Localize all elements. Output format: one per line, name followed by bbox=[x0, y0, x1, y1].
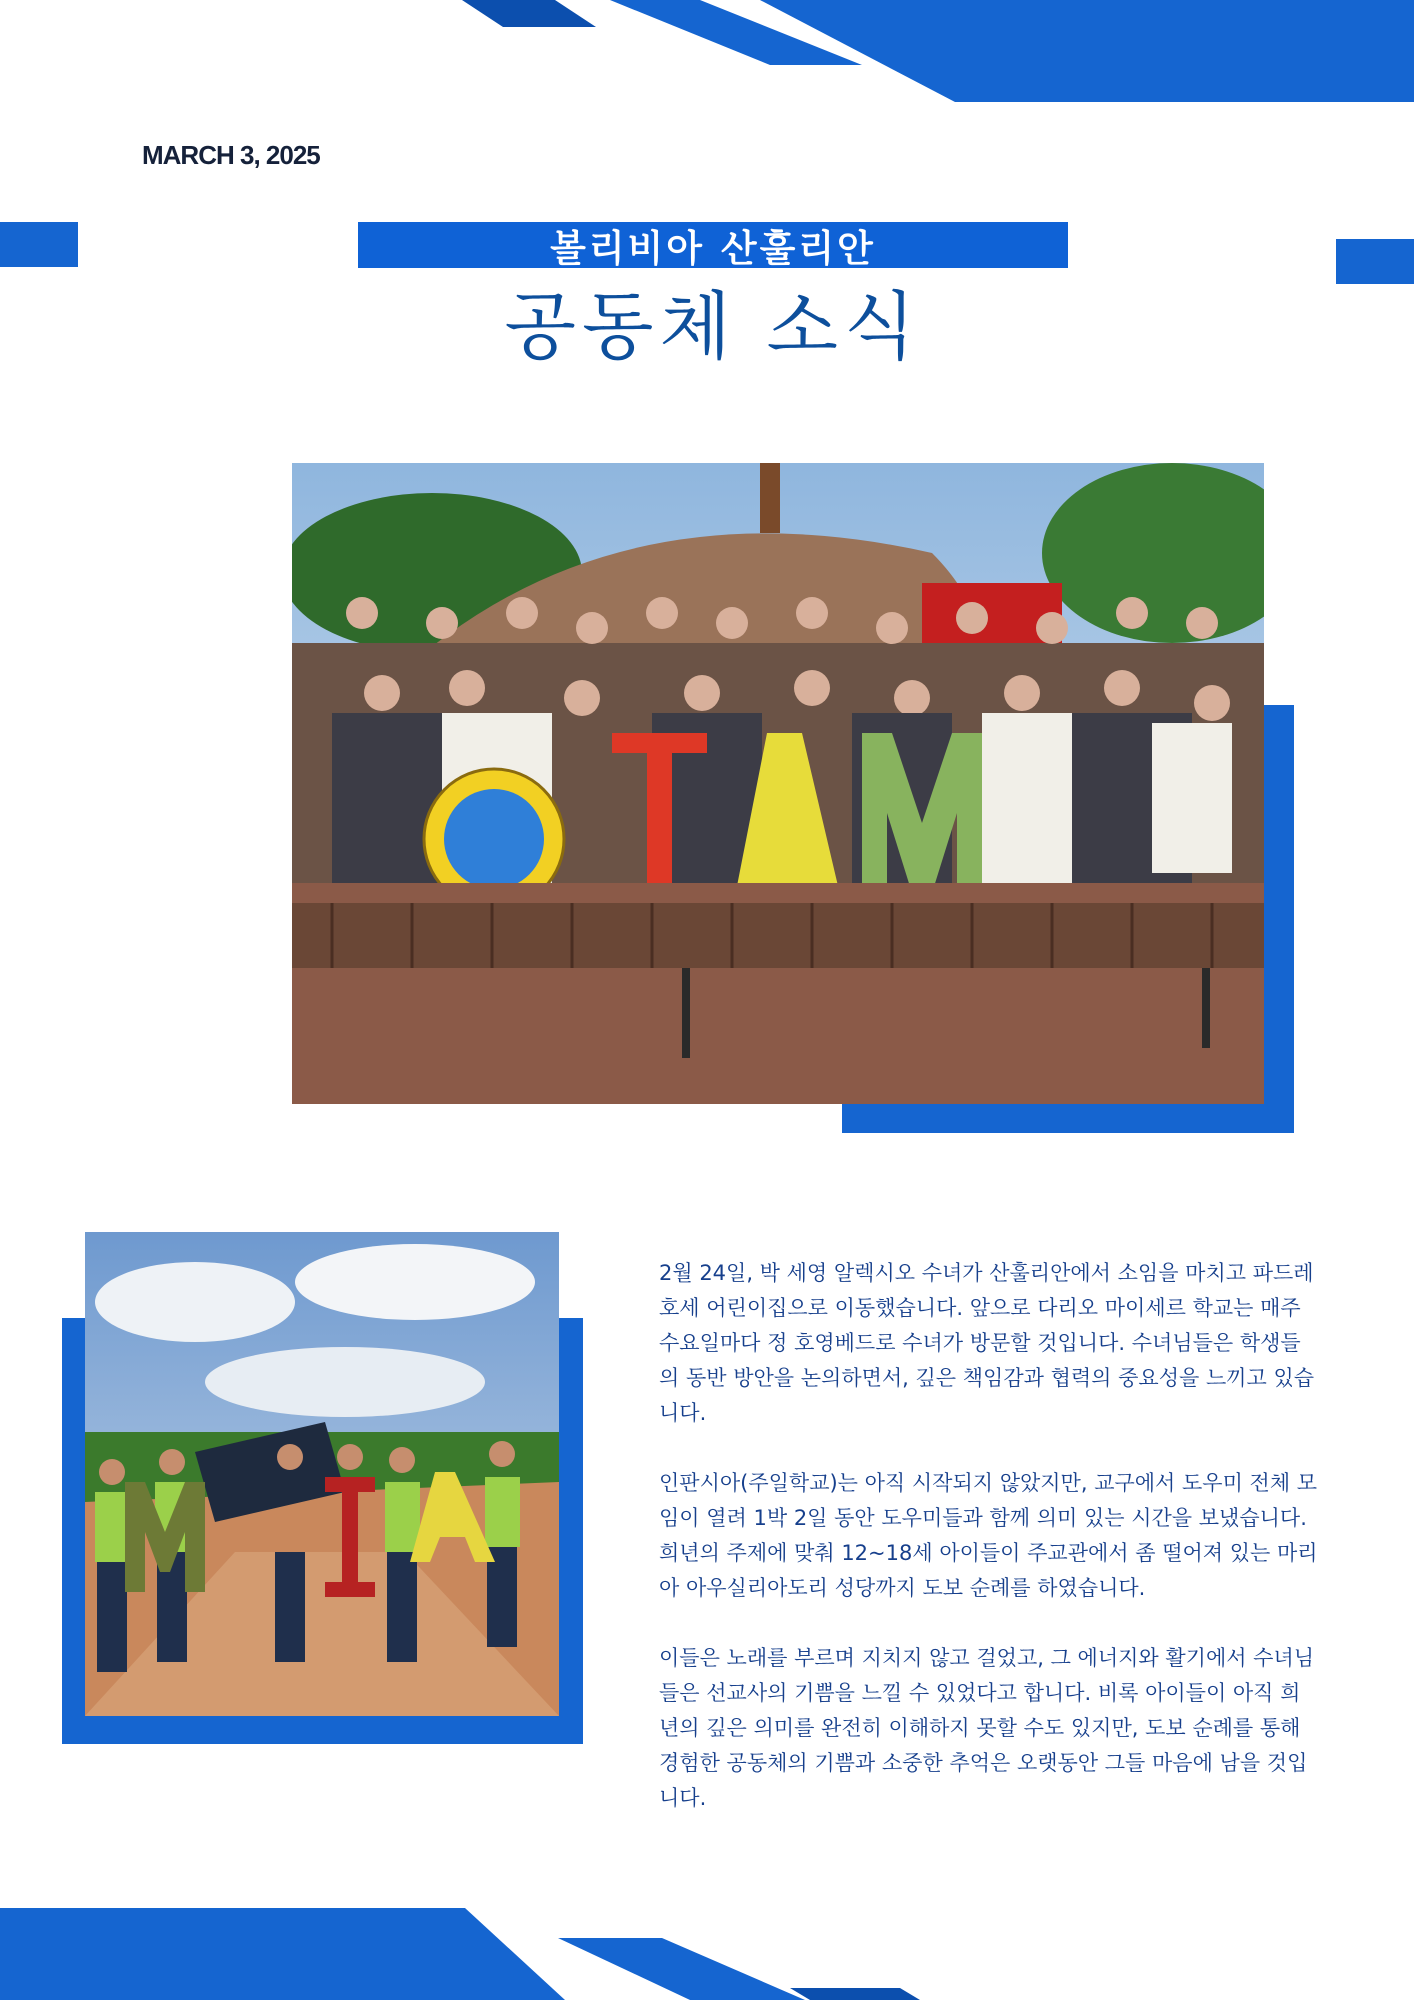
bottom-decoration bbox=[0, 1908, 1414, 2000]
group-photo bbox=[292, 463, 1264, 1104]
page-subtitle: 볼리비아 산훌리안 bbox=[550, 227, 876, 270]
right-accent-bar bbox=[1336, 239, 1414, 284]
article-paragraph: 인판시아(주일학교)는 아직 시작되지 않았지만, 교구에서 도우미 전체 모임이 열려 1박 2일 동안 도우미들과 함께 의미 있는 시간을 보냈습니다. 희년의 주제에 맞춰 12~18세 아이들이 주교관에서 좀 떨어져 있는 마리아 아우실리아도리 성당까지 도보 순례를 하였습니다. bbox=[659, 1471, 1318, 1600]
walk-photo bbox=[85, 1232, 559, 1716]
page-title: 공동체 소식 bbox=[504, 284, 922, 370]
article-body bbox=[659, 1256, 1319, 1851]
top-decoration bbox=[0, 0, 1414, 110]
issue-date: MARCH 3, 2025 bbox=[142, 140, 320, 170]
article-paragraph: 2월 24일, 박 세영 알렉시오 수녀가 산훌리안에서 소임을 마치고 파드레호세 어린이집으로 이동했습니다. 앞으로 다리오 마이세르 학교는 매주 수요일마다 정 호영베드로 수녀가 방문할 것입니다. 수녀님들은 학생들의 동반 방안을 논의하면서, 깊은 책임감과 협력의 중요성을 느끼고 있습니다. bbox=[659, 1261, 1315, 1425]
left-accent-bar bbox=[0, 222, 78, 267]
article-paragraph: 이들은 노래를 부르며 지치지 않고 걸었고, 그 에너지와 활기에서 수녀님들은 선교사의 기쁨을 느낄 수 있었다고 합니다. 비록 아이들이 아직 희년의 깊은 의미를 완전히 이해하지 못할 수도 있지만, 도보 순례를 통해 경험한 공동체의 기쁨과 소중한 추억은 오랫동안 그들 마음에 남을 것입니다. bbox=[659, 1646, 1315, 1810]
